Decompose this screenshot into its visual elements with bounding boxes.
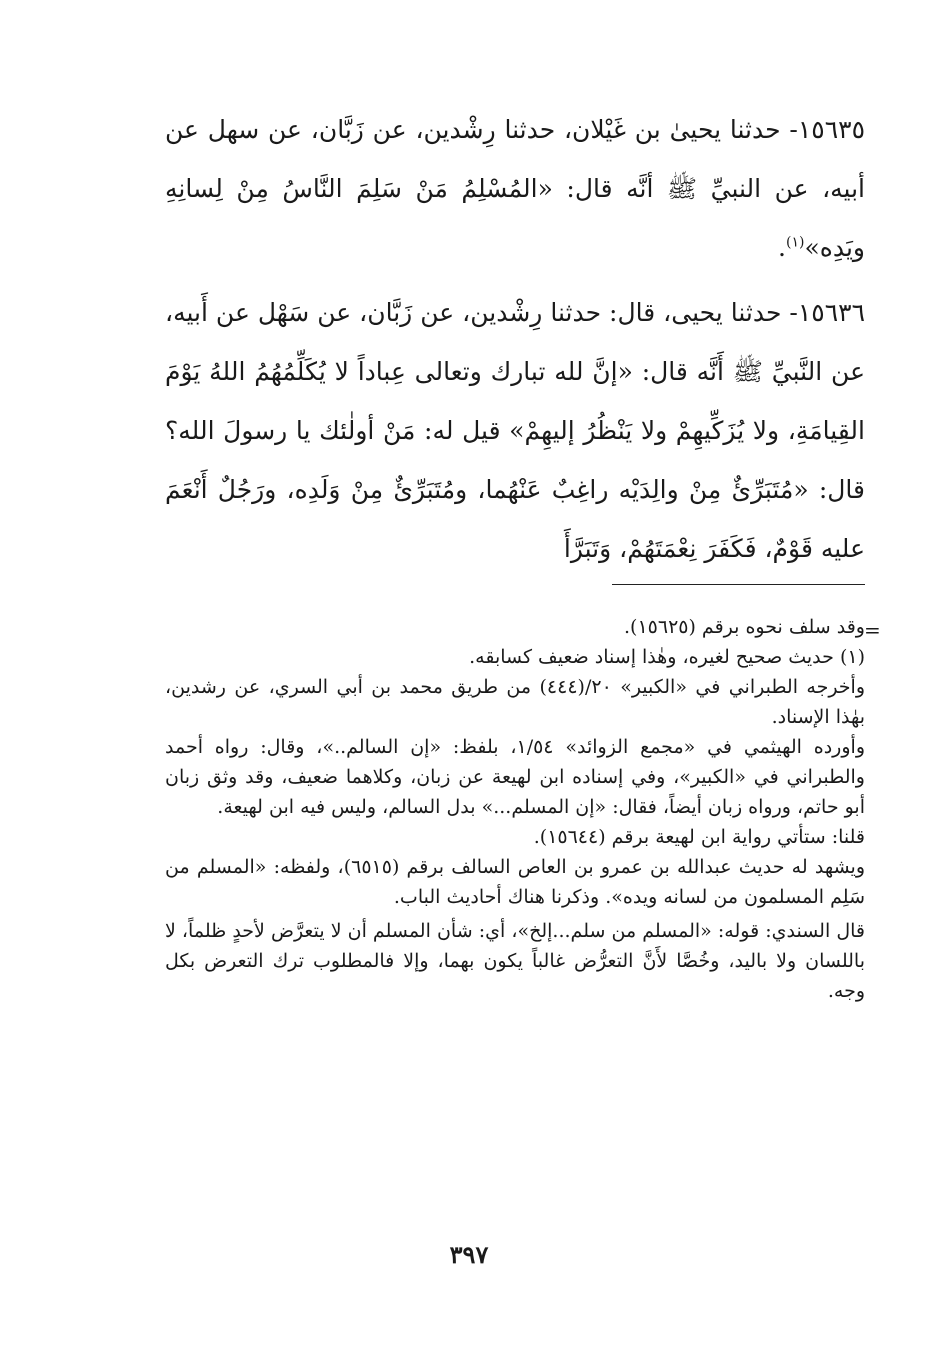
footnote-line: قلنا: ستأتي رواية ابن لهيعة برقم (١٥٦٤٤). <box>533 826 865 848</box>
page-number: ٣٩٧ <box>449 1240 489 1269</box>
footnote-line: قال السندي: قوله: «المسلم من سلم...إلخ»، أي: شأن المسلم أن لا يتعرَّض لأحدٍ ظلماً، لا باللسان ولا باليد، وخُصَّا لأَنَّ التعرُّض غالباً يكون بهما، وإلا فالمطلوب ترك التعرض بكل وجه. <box>165 920 865 1002</box>
footnote-reference: (١) <box>785 234 805 251</box>
footnote-line: وقد سلف نحوه برقم (١٥٦٢٥). <box>624 616 865 638</box>
footnote-line: وأورده الهيثمي في «مجمع الزوائد» ١/٥٤، بلفظ: «إن السالم..»، وقال: رواه أحمد والطبراني في «الكبير»، وفي إسناده ابن لهيعة عن زبان، وكلاهما ضعيف، وقد وثق زبان أبو حاتم، ورواه زبان أيضاً، فقال: «إن المسلم...» بدل السالم، وليس فيه ابن لهيعة. <box>165 736 865 818</box>
footnote-line: (١) حديث صحيح لغيره، وهٰذا إسناد ضعيف كسابقه. <box>469 646 865 668</box>
hadith-15636 <box>165 283 865 578</box>
hadith-text <box>165 100 865 277</box>
footnote-separator <box>612 584 865 585</box>
continuation-mark: = <box>864 618 881 642</box>
footnote-line: وأخرجه الطبراني في «الكبير» ٢٠/(٤٤٤) من طريق محمد بن أبي السري، عن رشدين، بهٰذا الإسناد. <box>165 676 865 728</box>
main-text <box>165 100 865 578</box>
hadith-body: ١٥٦٣٥- حدثنا يحيىٰ بن غَيْلان، حدثنا رِشْدين، عن زَبَّان، عن سهل عن أبيه، عن النبيِّ ﷺ أنَّه قال: «المُسْلِمُ مَنْ سَلِمَ النَّاسُ مِنْ لِسانِهِ ويَدِه» <box>165 115 865 262</box>
hadith-15635 <box>165 100 865 277</box>
hadith-end: . <box>778 233 786 262</box>
footnotes <box>165 612 865 1006</box>
footnote-line: ويشهد له حديث عبدالله بن عمرو بن العاص السالف برقم (٦٥١٥)، ولفظه: «المسلم من سَلِم المسلمون من لسانه ويده». وذكرنا هناك أحاديث الباب. <box>165 856 865 908</box>
hadith-text: ١٥٦٣٦- حدثنا يحيى، قال: حدثنا رِشْدين، عن زَبَّان، عن سَهْل عن أَبيه، عن النَّبيِّ ﷺ أَنَّه قال: «إنَّ لله تبارك وتعالى عِباداً لا يُكَلِّمُهُمُ اللهُ يَوْمَ القِيامَةِ، ولا يُزَكِّيهِمْ ولا يَنْظُرُ إليهِمْ» قيل له: مَنْ أولٰئك يا رسولَ الله؟ قال: «مُتَبَرِّئٌ مِنْ والِدَيْه راغِبٌ عَنْهُما، ومُتَبَرِّئٌ مِنْ وَلَدِه، ورَجُلٌ أَنْعَمَ عليه قَوْمٌ، فَكَفَرَ نِعْمَتَهُمْ، وَتَبَرَّأَ <box>165 298 865 563</box>
